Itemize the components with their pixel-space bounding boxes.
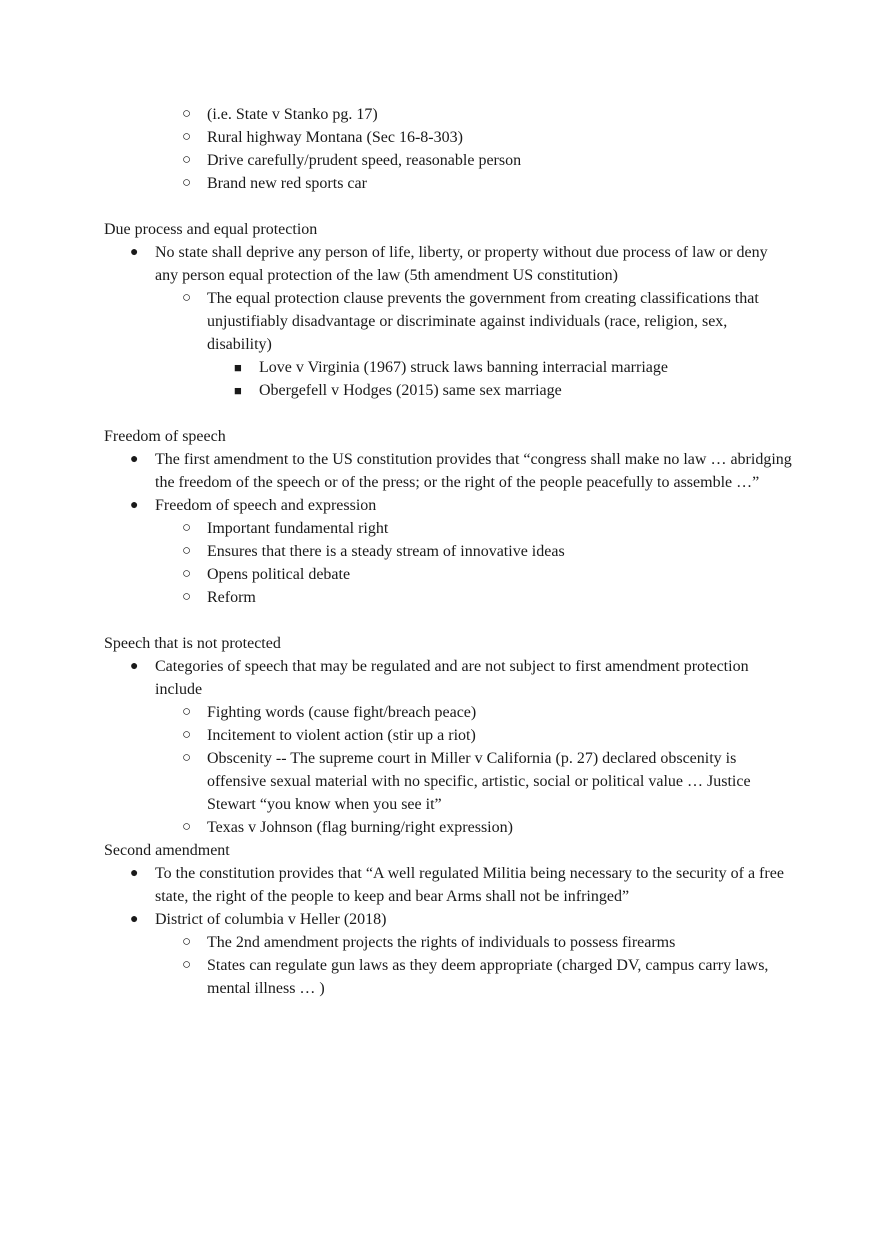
list-item: ○ Brand new red sports car	[104, 172, 794, 195]
filled-disc-bullet-icon: ●	[130, 659, 139, 674]
filled-disc-bullet-icon: ●	[130, 498, 139, 513]
freedom-speech-list	[104, 448, 794, 517]
list-item: ● Categories of speech that may be regulated and are not subject to first amendment protection include	[104, 655, 794, 701]
list-item: ○ Drive carefully/prudent speed, reasonable person	[104, 149, 794, 172]
hollow-circle-bullet-icon: ○	[182, 934, 192, 950]
due-process-cases-list	[104, 356, 794, 402]
second-amendment-sublist	[104, 931, 794, 1000]
section-heading-second-amendment: Second amendment	[104, 842, 230, 859]
list-item: ○ (i.e. State v Stanko pg. 17)	[104, 103, 794, 126]
hollow-circle-bullet-icon: ○	[182, 566, 192, 582]
filled-disc-bullet-icon: ●	[130, 452, 139, 467]
spacer	[104, 402, 794, 425]
list-item: ● To the constitution provides that “A well regulated Militia being necessary to the security of a free state, the right of the people to keep and bear Arms shall not be infringed”	[104, 862, 794, 908]
spacer	[104, 195, 794, 218]
filled-disc-bullet-icon: ●	[130, 912, 139, 927]
list-item: ■ Obergefell v Hodges (2015) same sex marriage	[104, 379, 794, 402]
list-item: ● The first amendment to the US constitution provides that “congress shall make no law … abridging the freedom of the speech or of the press; or the right of the people peacefully to assemble …”	[104, 448, 794, 494]
hollow-circle-bullet-icon: ○	[182, 175, 192, 191]
due-process-sublist	[104, 287, 794, 356]
spacer	[104, 609, 794, 632]
hollow-circle-bullet-icon: ○	[182, 750, 192, 766]
square-bullet-icon: ■	[234, 383, 242, 398]
hollow-circle-bullet-icon: ○	[182, 704, 192, 720]
hollow-circle-bullet-icon: ○	[182, 520, 192, 536]
list-item: ○ Texas v Johnson (flag burning/right expression)	[104, 816, 794, 839]
list-item: ■ Love v Virginia (1967) struck laws banning interracial marriage	[104, 356, 794, 379]
not-protected-list	[104, 655, 794, 701]
freedom-speech-sublist	[104, 517, 794, 609]
hollow-circle-bullet-icon: ○	[182, 152, 192, 168]
section-heading-freedom-of-speech: Freedom of speech	[104, 428, 226, 445]
hollow-circle-bullet-icon: ○	[182, 957, 192, 973]
hollow-circle-bullet-icon: ○	[182, 543, 192, 559]
list-item: ○ Fighting words (cause fight/breach peace)	[104, 701, 794, 724]
document-content	[104, 103, 794, 1000]
not-protected-sublist	[104, 701, 794, 839]
second-amendment-list	[104, 862, 794, 931]
hollow-circle-bullet-icon: ○	[182, 290, 192, 306]
section-heading-speech-not-protected: Speech that is not protected	[104, 635, 281, 652]
due-process-list	[104, 241, 794, 287]
list-item: ○ Reform	[104, 586, 794, 609]
hollow-circle-bullet-icon: ○	[182, 819, 192, 835]
list-item: ○ The equal protection clause prevents the government from creating classifications that unjustifiably disadvantage or discriminate against individuals (race, religion, sex, disability)	[104, 287, 794, 356]
list-item: ○ Rural highway Montana (Sec 16-8-303)	[104, 126, 794, 149]
intro-list	[104, 103, 794, 195]
list-item: ○ States can regulate gun laws as they deem appropriate (charged DV, campus carry laws, mental illness … )	[104, 954, 794, 1000]
list-item: ○ Incitement to violent action (stir up a riot)	[104, 724, 794, 747]
hollow-circle-bullet-icon: ○	[182, 589, 192, 605]
list-item: ● No state shall deprive any person of life, liberty, or property without due process of law or deny any person equal protection of the law (5th amendment US constitution)	[104, 241, 794, 287]
filled-disc-bullet-icon: ●	[130, 866, 139, 881]
hollow-circle-bullet-icon: ○	[182, 129, 192, 145]
list-item: ○ Important fundamental right	[104, 517, 794, 540]
list-item: ○ Ensures that there is a steady stream of innovative ideas	[104, 540, 794, 563]
list-item: ● Freedom of speech and expression	[104, 494, 794, 517]
hollow-circle-bullet-icon: ○	[182, 727, 192, 743]
list-item: ○ Obscenity -- The supreme court in Miller v California (p. 27) declared obscenity is offensive sexual material with no specific, artistic, social or political value … Justice Stewart “you know when you see it”	[104, 747, 794, 816]
filled-disc-bullet-icon: ●	[130, 245, 139, 260]
square-bullet-icon: ■	[234, 360, 242, 375]
hollow-circle-bullet-icon: ○	[182, 106, 192, 122]
list-item: ○ Opens political debate	[104, 563, 794, 586]
list-item: ○ The 2nd amendment projects the rights of individuals to possess firearms	[104, 931, 794, 954]
list-item: ● District of columbia v Heller (2018)	[104, 908, 794, 931]
section-heading-due-process: Due process and equal protection	[104, 221, 318, 238]
